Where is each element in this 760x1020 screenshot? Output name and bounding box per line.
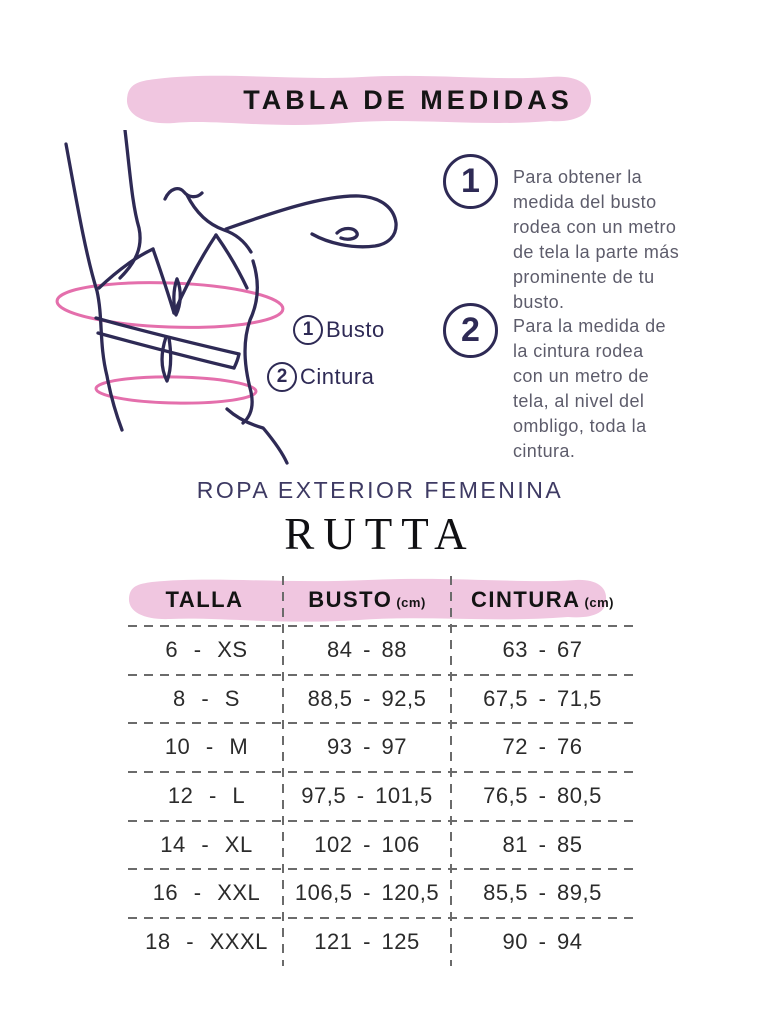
cell-talla: 8 - S [173, 685, 240, 711]
header-label: CINTURA [471, 587, 581, 612]
cell-busto: 97,5 - 101,5 [301, 782, 433, 808]
cell-talla: 14 - XL [160, 831, 253, 857]
header-unit: (cm) [396, 595, 426, 610]
instruction-1-text [513, 165, 713, 315]
body-measurement-illustration [40, 130, 460, 470]
table-row [130, 772, 634, 819]
cell-cintura: 90 - 94 [502, 928, 583, 954]
body-outline [66, 130, 396, 463]
waist-number-badge: 2 [267, 362, 297, 392]
bust-label [293, 315, 385, 345]
page-title: TABLA DE MEDIDAS [243, 85, 573, 115]
cell-cintura: 67,5 - 71,5 [483, 685, 602, 711]
cell-busto: 93 - 97 [327, 733, 407, 759]
cell-talla: 18 - XXXL [145, 928, 268, 954]
instruction-line: Para obtener la [513, 167, 643, 187]
instruction-line: la cintura rodea [513, 341, 644, 361]
header-cintura [451, 580, 634, 620]
cell-cintura: 81 - 85 [502, 831, 583, 857]
cell-busto: 88,5 - 92,5 [307, 685, 427, 711]
header-busto [283, 580, 451, 620]
instruction-2-badge: 2 [443, 303, 498, 358]
instruction-line: de tela la parte más [513, 242, 680, 262]
instruction-line: Para la medida de [513, 316, 666, 336]
instruction-line: ombligo, toda la [513, 416, 647, 436]
cell-talla: 16 - XXL [152, 879, 261, 905]
bust-label-text: Busto [326, 317, 385, 342]
cell-busto: 84 - 88 [327, 636, 407, 662]
header-talla [130, 580, 283, 620]
instruction-line: prominente de tu [513, 267, 655, 287]
table-header-row [130, 580, 634, 620]
table-row [130, 821, 634, 868]
waist-label [267, 362, 374, 392]
cell-cintura: 85,5 - 89,5 [483, 879, 602, 905]
instruction-line: cintura. [513, 441, 576, 461]
brand-logo: RUTTA [284, 509, 476, 559]
cell-cintura: 72 - 76 [502, 733, 583, 759]
header-label: TALLA [165, 587, 244, 612]
instruction-line: rodea con un metro [513, 217, 677, 237]
cell-cintura: 63 - 67 [502, 636, 583, 662]
waist-label-text: Cintura [300, 364, 375, 389]
header-label: BUSTO [308, 587, 393, 612]
cell-talla: 6 - XS [165, 636, 248, 662]
category-title: ROPA EXTERIOR FEMENINA [196, 477, 564, 503]
instruction-line: con un metro de [513, 366, 650, 386]
cell-busto: 121 - 125 [314, 928, 420, 954]
table-row [130, 675, 634, 722]
instruction-line: medida del busto [513, 192, 657, 212]
cell-talla: 12 - L [167, 782, 246, 808]
cell-talla: 10 - M [164, 733, 249, 759]
instruction-line: busto. [513, 292, 565, 312]
cell-busto: 102 - 106 [314, 831, 420, 857]
instruction-2-text [513, 314, 713, 464]
table-row [130, 869, 634, 916]
header-unit: (cm) [584, 595, 614, 610]
instruction-line: tela, al nivel del [513, 391, 645, 411]
waist-ring [96, 376, 256, 405]
table-row [130, 626, 634, 673]
table-row [130, 918, 634, 965]
cell-busto: 106,5 - 120,5 [294, 879, 440, 905]
instruction-1-badge: 1 [443, 154, 498, 209]
cell-cintura: 76,5 - 80,5 [483, 782, 602, 808]
bust-number-badge: 1 [293, 315, 323, 345]
table-row [130, 723, 634, 770]
